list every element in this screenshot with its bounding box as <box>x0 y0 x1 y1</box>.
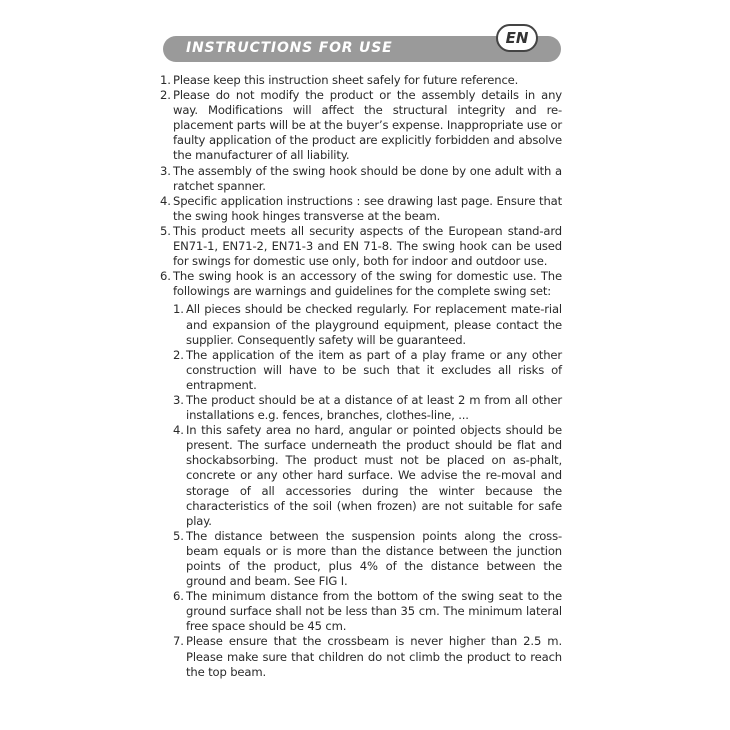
item-number: 3. <box>160 163 171 178</box>
sub-item-number: 6. <box>173 589 184 604</box>
sub-item-number: 4. <box>173 423 184 438</box>
sub-item-number: 7. <box>173 634 184 649</box>
sub-list-item <box>173 589 562 634</box>
sub-list-item <box>173 423 562 529</box>
list-item <box>160 269 562 299</box>
sub-item-number: 1. <box>173 302 184 317</box>
item-text: Please keep this instruction sheet safely for future reference. <box>173 73 519 87</box>
list-item <box>160 88 562 163</box>
item-text: Specific application instructions : see drawing last page. Ensure that the swing hook hinges transverse at the beam. <box>173 193 562 223</box>
sub-instruction-list <box>173 302 562 679</box>
item-text: Please do not modify the product or the assembly details in any way. Modifications will affect the structural integrity and re-placement parts will be at the buyer’s expense. Inappropriate use or faulty application of the product are explicitly forbidden and absolve the manufacturer of all liability. <box>173 88 562 163</box>
list-item <box>160 73 562 88</box>
item-text: The assembly of the swing hook should be done by one adult with a ratchet spanner. <box>173 163 562 193</box>
list-item <box>160 164 562 194</box>
sub-item-text: The distance between the suspension points along the cross-beam equals or is more than the distance between the junction points of the product, plus 4% of the distance between the ground and beam. See FIG I. <box>186 528 562 589</box>
item-number: 1. <box>160 73 171 87</box>
instruction-list <box>160 73 562 680</box>
sub-list-item <box>173 634 562 679</box>
sub-item-text: The minimum distance from the bottom of the swing seat to the ground surface shall not be less than 35 cm. The minimum lateral free space should be 45 cm. <box>186 589 562 634</box>
sub-item-text: The product should be at a distance of at least 2 m from all other installations e.g. fences, branches, clothes-line, ... <box>186 392 562 423</box>
list-item <box>160 224 562 269</box>
item-number: 5. <box>160 223 171 238</box>
item-number: 6. <box>160 269 171 284</box>
sub-list-item <box>173 393 562 423</box>
item-text: This product meets all security aspects of the European stand-ard EN71-1, EN71-2, EN71-3 and EN 71-8. The swing hook can be used for swings for domestic use only, both for indoor and outdoor use. <box>173 223 562 269</box>
item-number: 4. <box>160 193 171 208</box>
sub-item-number: 2. <box>173 347 184 362</box>
language-badge: EN <box>496 24 538 52</box>
sub-item-text: Please ensure that the crossbeam is never higher than 2.5 m. Please make sure that children do not climb the product to reach the top beam. <box>186 634 562 679</box>
sub-list-item <box>173 348 562 393</box>
sub-item-number: 3. <box>173 392 184 407</box>
sub-list-item <box>173 302 562 347</box>
sub-list-item <box>173 529 562 589</box>
sub-item-number: 5. <box>173 528 184 543</box>
item-number: 2. <box>160 88 171 103</box>
page-title: INSTRUCTIONS FOR USE <box>186 40 393 56</box>
sub-item-text: The application of the item as part of a play frame or any other construction will have to be such that it excludes all risks of entrapment. <box>186 347 562 392</box>
item-text: The swing hook is an accessory of the swing for domestic use. The followings are warnings and guidelines for the complete swing set: <box>173 269 562 299</box>
list-item <box>160 194 562 224</box>
sub-item-text: In this safety area no hard, angular or pointed objects should be present. The surface underneath the product should be flat and shockabsorbing. The product must not be placed on as-phalt, concrete or any other hard surface. We advise the re-moval and storage of all accessories during the winter because the characteristics of the soil (when frozen) are not suitable for safe play. <box>186 423 562 528</box>
sub-item-text: All pieces should be checked regularly. For replacement mate-rial and expansion of the playground equipment, please contact the supplier. Consequently safety will be guaranteed. <box>186 302 562 347</box>
